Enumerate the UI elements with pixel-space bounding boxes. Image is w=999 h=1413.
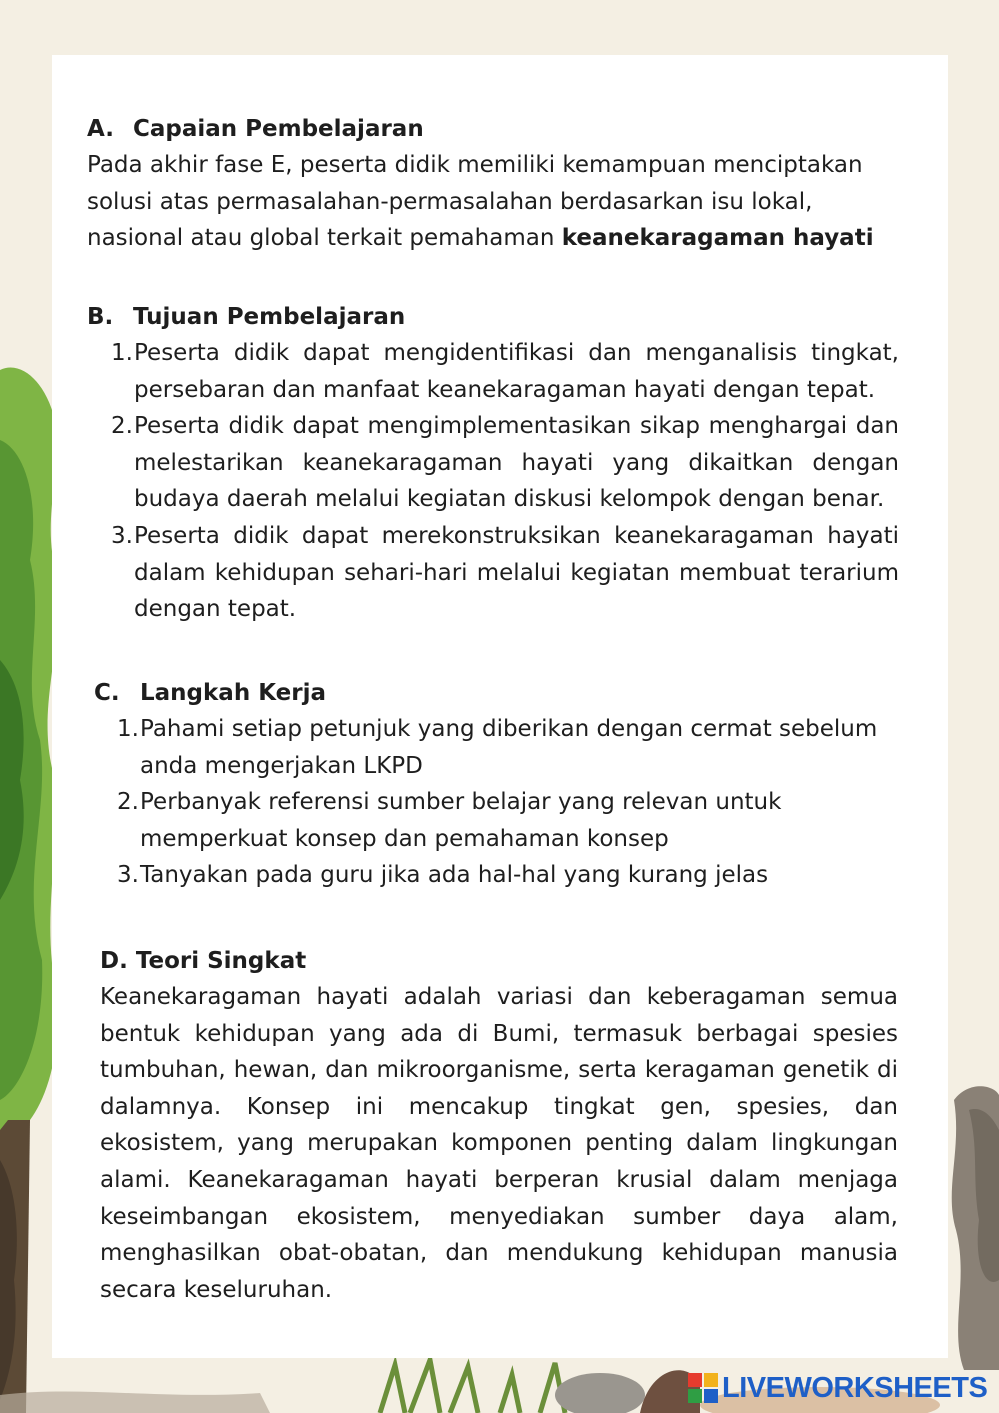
list-number: 1. — [117, 716, 139, 742]
list-text: Peserta didik dapat mengidentifikasi dan menganalisis tingkat, persebaran dan manfaat keanekaragaman hayati dengan tepat. — [134, 340, 899, 403]
worksheet-page — [52, 55, 948, 1358]
list-item — [87, 408, 899, 518]
liveworksheets-watermark — [688, 1370, 987, 1406]
paragraph-bold-term: keanekaragaman hayati — [561, 225, 874, 252]
list-number: 2. — [117, 789, 139, 816]
section-langkah-kerja — [94, 675, 894, 894]
section-letter: C. — [94, 680, 120, 706]
tree-illustration — [0, 360, 60, 1413]
list-text: Peserta didik dapat merekonstruksikan keanekaragaman hayati dalam kehidupan sehari-hari melalui kegiatan membuat terarium dengan tepat. — [134, 522, 899, 623]
section-title: Tujuan Pembelajaran — [133, 304, 406, 330]
list-text: Peserta didik dapat mengimplementasikan sikap menghargai dan melestarikan keanekaragaman hayati yang dikaitkan dengan budaya daerah melalui kegiatan diskusi kelompok dengan benar. — [134, 413, 899, 513]
rock-illustration — [944, 1080, 999, 1370]
list-number: 3. — [117, 862, 139, 889]
section-capaian-pembelajaran — [87, 111, 907, 257]
watermark-text: LIVEWORKSHEETS — [722, 1371, 988, 1404]
objectives-list — [87, 335, 899, 628]
list-item — [87, 335, 899, 408]
section-title: D. Teori Singkat — [100, 948, 307, 974]
list-item — [94, 784, 894, 857]
list-number: 3. — [111, 522, 133, 549]
steps-list — [94, 711, 894, 894]
section-tujuan-pembelajaran — [87, 299, 899, 628]
list-item — [94, 857, 894, 894]
section-title: Langkah Kerja — [140, 680, 326, 706]
section-title: Capaian Pembelajaran — [133, 116, 424, 142]
list-item — [94, 711, 894, 784]
section-letter: A. — [87, 116, 114, 142]
section-teori-singkat — [100, 943, 898, 1308]
paragraph-text: Pada akhir fase E, peserta didik memiliki kemampuan menciptakan solusi atas permasalahan-permasalahan berdasarkan isu lokal, nasional atau global terkait pemahaman — [87, 152, 863, 252]
list-text: Pahami setiap petunjuk yang diberikan dengan cermat sebelum anda mengerjakan LKPD — [140, 716, 878, 779]
section-paragraph — [87, 147, 907, 257]
list-text: Tanyakan pada guru jika ada hal-hal yang kurang jelas — [140, 862, 769, 889]
section-paragraph: Keanekaragaman hayati adalah variasi dan keberagaman semua bentuk kehidupan yang ada di Bumi, termasuk berbagai spesies tumbuhan, hewan, dan mikroorganisme, serta keragaman genetik di dalamnya. Konsep ini mencakup tingkat gen, spesies, dan ekosistem, yang merupakan komponen penting dalam lingkungan alami. Keanekaragaman hayati berperan krusial dalam menjaga keseimbangan ekosistem, menyediakan sumber daya alam, menghasilkan obat-obatan, dan mendukung kehidupan manusia secara keseluruhan. — [100, 984, 898, 1303]
list-number: 2. — [111, 413, 133, 440]
list-item — [87, 518, 899, 628]
list-number: 1. — [111, 340, 133, 366]
section-letter: B. — [87, 304, 114, 330]
liveworksheets-logo-icon — [688, 1373, 718, 1403]
list-text: Perbanyak referensi sumber belajar yang relevan untuk memperkuat konsep dan pemahaman konsep — [140, 789, 782, 852]
